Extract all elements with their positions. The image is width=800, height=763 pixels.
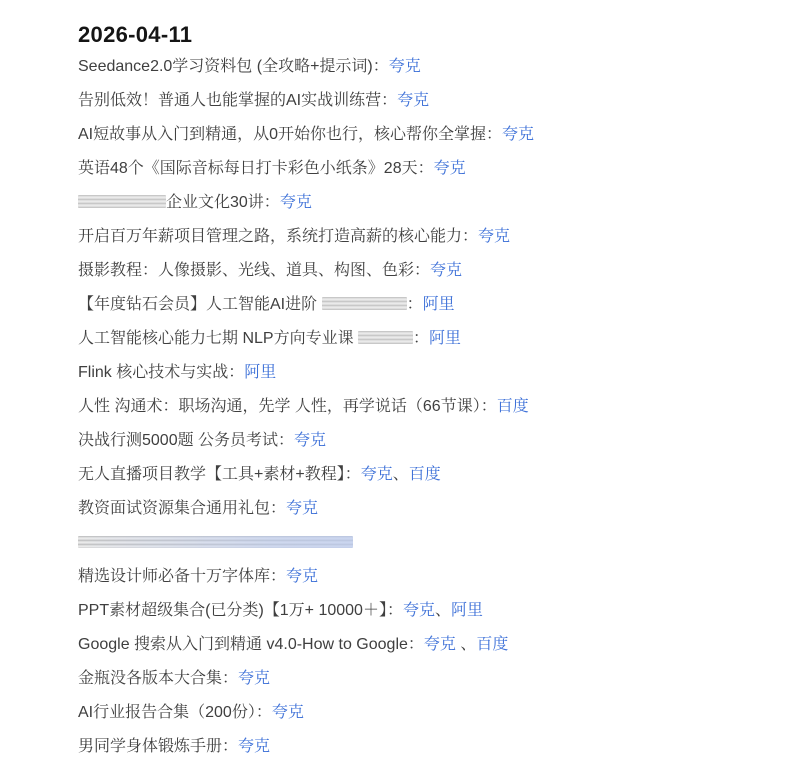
resource-title-text: 决战行测5000题 公务员考试： bbox=[78, 432, 295, 449]
resource-title-text: Google 搜索从入门到精通 v4.0-How to Google： bbox=[78, 636, 424, 653]
resource-item bbox=[78, 696, 780, 730]
resource-link[interactable]: 百度 bbox=[496, 398, 529, 415]
resource-list bbox=[78, 50, 780, 763]
resource-item bbox=[78, 254, 780, 288]
resource-link[interactable]: 夸克 bbox=[388, 58, 421, 75]
resource-title-text: 、 bbox=[392, 466, 409, 483]
resource-link[interactable]: 夸克 bbox=[502, 126, 535, 143]
resource-item bbox=[78, 492, 780, 526]
resource-title-text: 摄影教程：人像摄影、光线、道具、构图、色彩： bbox=[78, 262, 431, 279]
resource-title-text: Flink 核心技术与实战： bbox=[78, 364, 245, 381]
resource-link[interactable]: 夸克 bbox=[294, 432, 327, 449]
resource-title-text: 英语48个《国际音标每日打卡彩色小纸条》28天： bbox=[78, 160, 434, 177]
resource-link[interactable]: 百度 bbox=[408, 466, 441, 483]
resource-link[interactable]: 夸克 bbox=[286, 500, 319, 517]
resource-link[interactable]: 夸克 bbox=[238, 670, 271, 687]
resource-link[interactable]: 阿里 bbox=[244, 364, 277, 381]
resource-title-text: 、 bbox=[434, 602, 451, 619]
resource-title-text: 教资面试资源集合通用礼包： bbox=[78, 500, 287, 517]
resource-title-text: 开启百万年薪项目管理之路，系统打造高薪的核心能力： bbox=[78, 228, 479, 245]
resource-title-text: ： bbox=[413, 330, 430, 347]
resource-link[interactable]: 夸克 bbox=[238, 738, 271, 755]
resource-link[interactable]: 百度 bbox=[476, 636, 509, 653]
resource-link[interactable]: 夸克 bbox=[397, 92, 430, 109]
resource-item bbox=[78, 594, 780, 628]
resource-item bbox=[78, 730, 780, 763]
resource-link[interactable]: 夸克 bbox=[430, 262, 463, 279]
resource-title-text: PPT素材超级集合(已分类)【1万+ 10000＋】： bbox=[78, 602, 403, 619]
redacted-blur bbox=[78, 195, 166, 208]
resource-link[interactable]: 夸克 bbox=[286, 568, 319, 585]
resource-title-text: 金瓶没各版本大合集： bbox=[78, 670, 239, 687]
resource-title-text: 精选设计师必备十万字体库： bbox=[78, 568, 287, 585]
resource-item bbox=[78, 50, 780, 84]
redacted-blur bbox=[78, 536, 353, 548]
resource-item bbox=[78, 424, 780, 458]
resource-link[interactable]: 夸克 bbox=[478, 228, 511, 245]
resource-link[interactable]: 夸克 bbox=[423, 636, 456, 653]
resource-item bbox=[78, 628, 780, 662]
resource-item bbox=[78, 288, 780, 322]
resource-link[interactable]: 阿里 bbox=[422, 296, 455, 313]
redacted-blur bbox=[358, 331, 413, 344]
resource-item bbox=[78, 526, 780, 560]
resource-item bbox=[78, 662, 780, 696]
resource-title-text: Seedance2.0学习资料包 (全攻略+提示词)： bbox=[78, 58, 389, 75]
resource-link[interactable]: 阿里 bbox=[429, 330, 462, 347]
resource-item bbox=[78, 458, 780, 492]
resource-link[interactable]: 夸克 bbox=[402, 602, 435, 619]
resource-item bbox=[78, 356, 780, 390]
resource-item bbox=[78, 152, 780, 186]
resource-title-text: 人性 沟通术：职场沟通，先学 人性，再学说话（66节课）： bbox=[78, 398, 497, 415]
resource-item bbox=[78, 84, 780, 118]
resource-link[interactable]: 夸克 bbox=[271, 704, 304, 721]
resource-item bbox=[78, 322, 780, 356]
resource-title-text: 无人直播项目教学【工具+素材+教程】： bbox=[78, 466, 361, 483]
resource-item bbox=[78, 186, 780, 220]
resource-item bbox=[78, 118, 780, 152]
resource-link[interactable]: 夸克 bbox=[279, 194, 312, 211]
resource-title-text: 【年度钻石会员】人工智能AI进阶 bbox=[78, 296, 322, 313]
redacted-blur bbox=[322, 297, 407, 310]
resource-link[interactable]: 阿里 bbox=[451, 602, 484, 619]
resource-title-text: 、 bbox=[455, 636, 477, 653]
resource-link[interactable]: 夸克 bbox=[360, 466, 393, 483]
date-heading: 2026-04-11 bbox=[78, 22, 193, 47]
resource-title-text: 告别低效！普通人也能掌握的AI实战训练营： bbox=[78, 92, 398, 109]
resource-title-text: ： bbox=[406, 296, 423, 313]
resource-title-text: 企业文化30讲： bbox=[166, 194, 280, 211]
resource-link[interactable]: 夸克 bbox=[433, 160, 466, 177]
resource-title-text: AI短故事从入门到精通，从0开始你也行，核心帮你全掌握： bbox=[78, 126, 503, 143]
resource-item bbox=[78, 390, 780, 424]
resource-title-text: 人工智能核心能力七期 NLP方向专业课 bbox=[78, 330, 359, 347]
resource-item bbox=[78, 220, 780, 254]
resource-title-text: AI行业报告合集（200份）： bbox=[78, 704, 272, 721]
resource-title-text: 男同学身体锻炼手册： bbox=[78, 738, 239, 755]
resource-item bbox=[78, 560, 780, 594]
